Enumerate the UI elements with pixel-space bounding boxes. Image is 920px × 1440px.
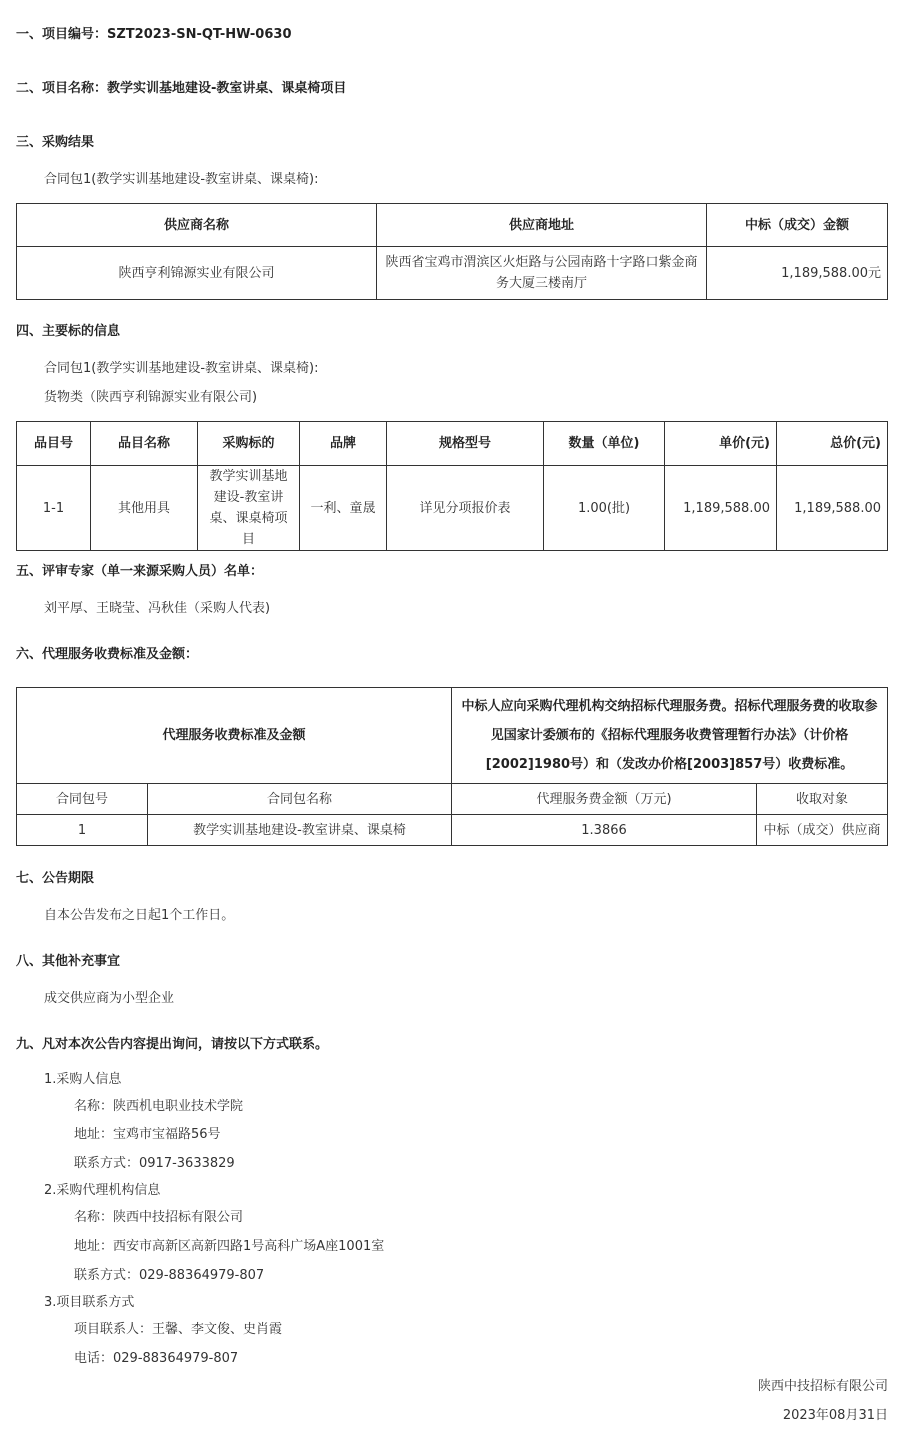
award-amount: 1,189,588.00元 (707, 247, 888, 300)
header-subject: 采购标的 (198, 422, 300, 466)
header-supplier-address: 供应商地址 (377, 204, 707, 247)
section-8-title: 八、其他补充事宜 (16, 954, 121, 969)
item-total-price: 1,189,588.00 (777, 466, 888, 551)
header-quantity: 数量（单位) (544, 422, 665, 466)
package-no: 1 (17, 815, 148, 846)
footer-company: 陕西中技招标有限公司 (757, 1379, 888, 1394)
item-name: 其他用具 (91, 466, 198, 551)
agency-fee-table (16, 687, 888, 846)
fee-standard-description: 中标人应向采购代理机构交纳招标代理服务费。招标代理服务费的收取参见国家计委颁布的《招标代理服务收费管理暂行办法》（计价格[2002]1980号）和（发改办价格[2003]857号）收费标准。 (452, 688, 888, 784)
footer-date: 2023年08月31日 (782, 1408, 888, 1423)
header-item-no: 品目号 (17, 422, 91, 466)
section-4-title: 四、主要标的信息 (16, 324, 121, 339)
project-contact-phone: 电话：029-88364979-807 (74, 1351, 239, 1366)
project-contact-person: 项目联系人：王馨、李文俊、史肖霞 (74, 1322, 283, 1337)
section-4-package: 合同包1(教学实训基地建设-教室讲桌、课桌椅): (44, 361, 319, 376)
purchaser-address: 地址：宝鸡市宝福路56号 (74, 1127, 221, 1142)
item-subject: 教学实训基地建设-教室讲桌、课桌椅项目 (198, 466, 300, 551)
item-brand: 一利、童晟 (300, 466, 387, 551)
section-7-text: 自本公告发布之日起1个工作日。 (44, 908, 235, 923)
agency-name: 名称：陕西中技招标有限公司 (74, 1210, 244, 1225)
header-package-no: 合同包号 (17, 784, 148, 815)
header-award-amount: 中标（成交）金额 (707, 204, 888, 247)
header-package-name: 合同包名称 (148, 784, 452, 815)
main-item-table (16, 421, 888, 551)
package-name: 教学实训基地建设-教室讲桌、课桌椅 (148, 815, 452, 846)
item-quantity: 1.00(批) (544, 466, 665, 551)
purchaser-phone: 联系方式：0917-3633829 (74, 1156, 235, 1171)
agency-phone: 联系方式：029-88364979-807 (74, 1268, 265, 1283)
section-3-title: 三、采购结果 (16, 135, 95, 150)
header-fee-amount: 代理服务费金额（万元) (452, 784, 757, 815)
procurement-result-table (16, 203, 888, 300)
section-4-category: 货物类（陕西亨利锦源实业有限公司) (44, 390, 258, 405)
item-spec: 详见分项报价表 (387, 466, 544, 551)
item-no: 1-1 (17, 466, 91, 551)
section-1-title: 一、项目编号：SZT2023-SN-QT-HW-0630 (16, 27, 292, 42)
header-brand: 品牌 (300, 422, 387, 466)
section-6-title: 六、代理服务收费标准及金额： (16, 647, 199, 662)
agency-info-title: 2.采购代理机构信息 (44, 1183, 161, 1198)
header-item-name: 品目名称 (91, 422, 198, 466)
section-5-names: 刘平厚、王晓莹、冯秋佳（采购人代表) (44, 601, 271, 616)
section-2-title: 二、项目名称：教学实训基地建设-教室讲桌、课桌椅项目 (16, 81, 347, 96)
item-unit-price: 1,189,588.00 (665, 466, 777, 551)
project-contact-title: 3.项目联系方式 (44, 1295, 135, 1310)
fee-amount: 1.3866 (452, 815, 757, 846)
header-total-price: 总价(元) (777, 422, 888, 466)
fee-standard-header: 代理服务收费标准及金额 (17, 688, 452, 784)
section-7-title: 七、公告期限 (16, 871, 95, 886)
section-5-title: 五、评审专家（单一来源采购人员）名单： (16, 564, 264, 579)
header-supplier-name: 供应商名称 (17, 204, 377, 247)
purchaser-name: 名称：陕西机电职业技术学院 (74, 1099, 244, 1114)
supplier-name: 陕西亨利锦源实业有限公司 (17, 247, 377, 300)
section-3-package: 合同包1(教学实训基地建设-教室讲桌、课桌椅): (44, 172, 319, 187)
section-8-text: 成交供应商为小型企业 (44, 991, 175, 1006)
purchaser-info-title: 1.采购人信息 (44, 1072, 122, 1087)
header-spec: 规格型号 (387, 422, 544, 466)
section-9-title: 九、凡对本次公告内容提出询问，请按以下方式联系。 (16, 1037, 329, 1052)
header-unit-price: 单价(元) (665, 422, 777, 466)
agency-address: 地址：西安市高新区高新四路1号高科广场A座1001室 (74, 1239, 385, 1254)
header-fee-payer: 收取对象 (757, 784, 888, 815)
supplier-address: 陕西省宝鸡市渭滨区火炬路与公园南路十字路口紫金商务大厦三楼南厅 (377, 247, 707, 300)
fee-payer: 中标（成交）供应商 (757, 815, 888, 846)
